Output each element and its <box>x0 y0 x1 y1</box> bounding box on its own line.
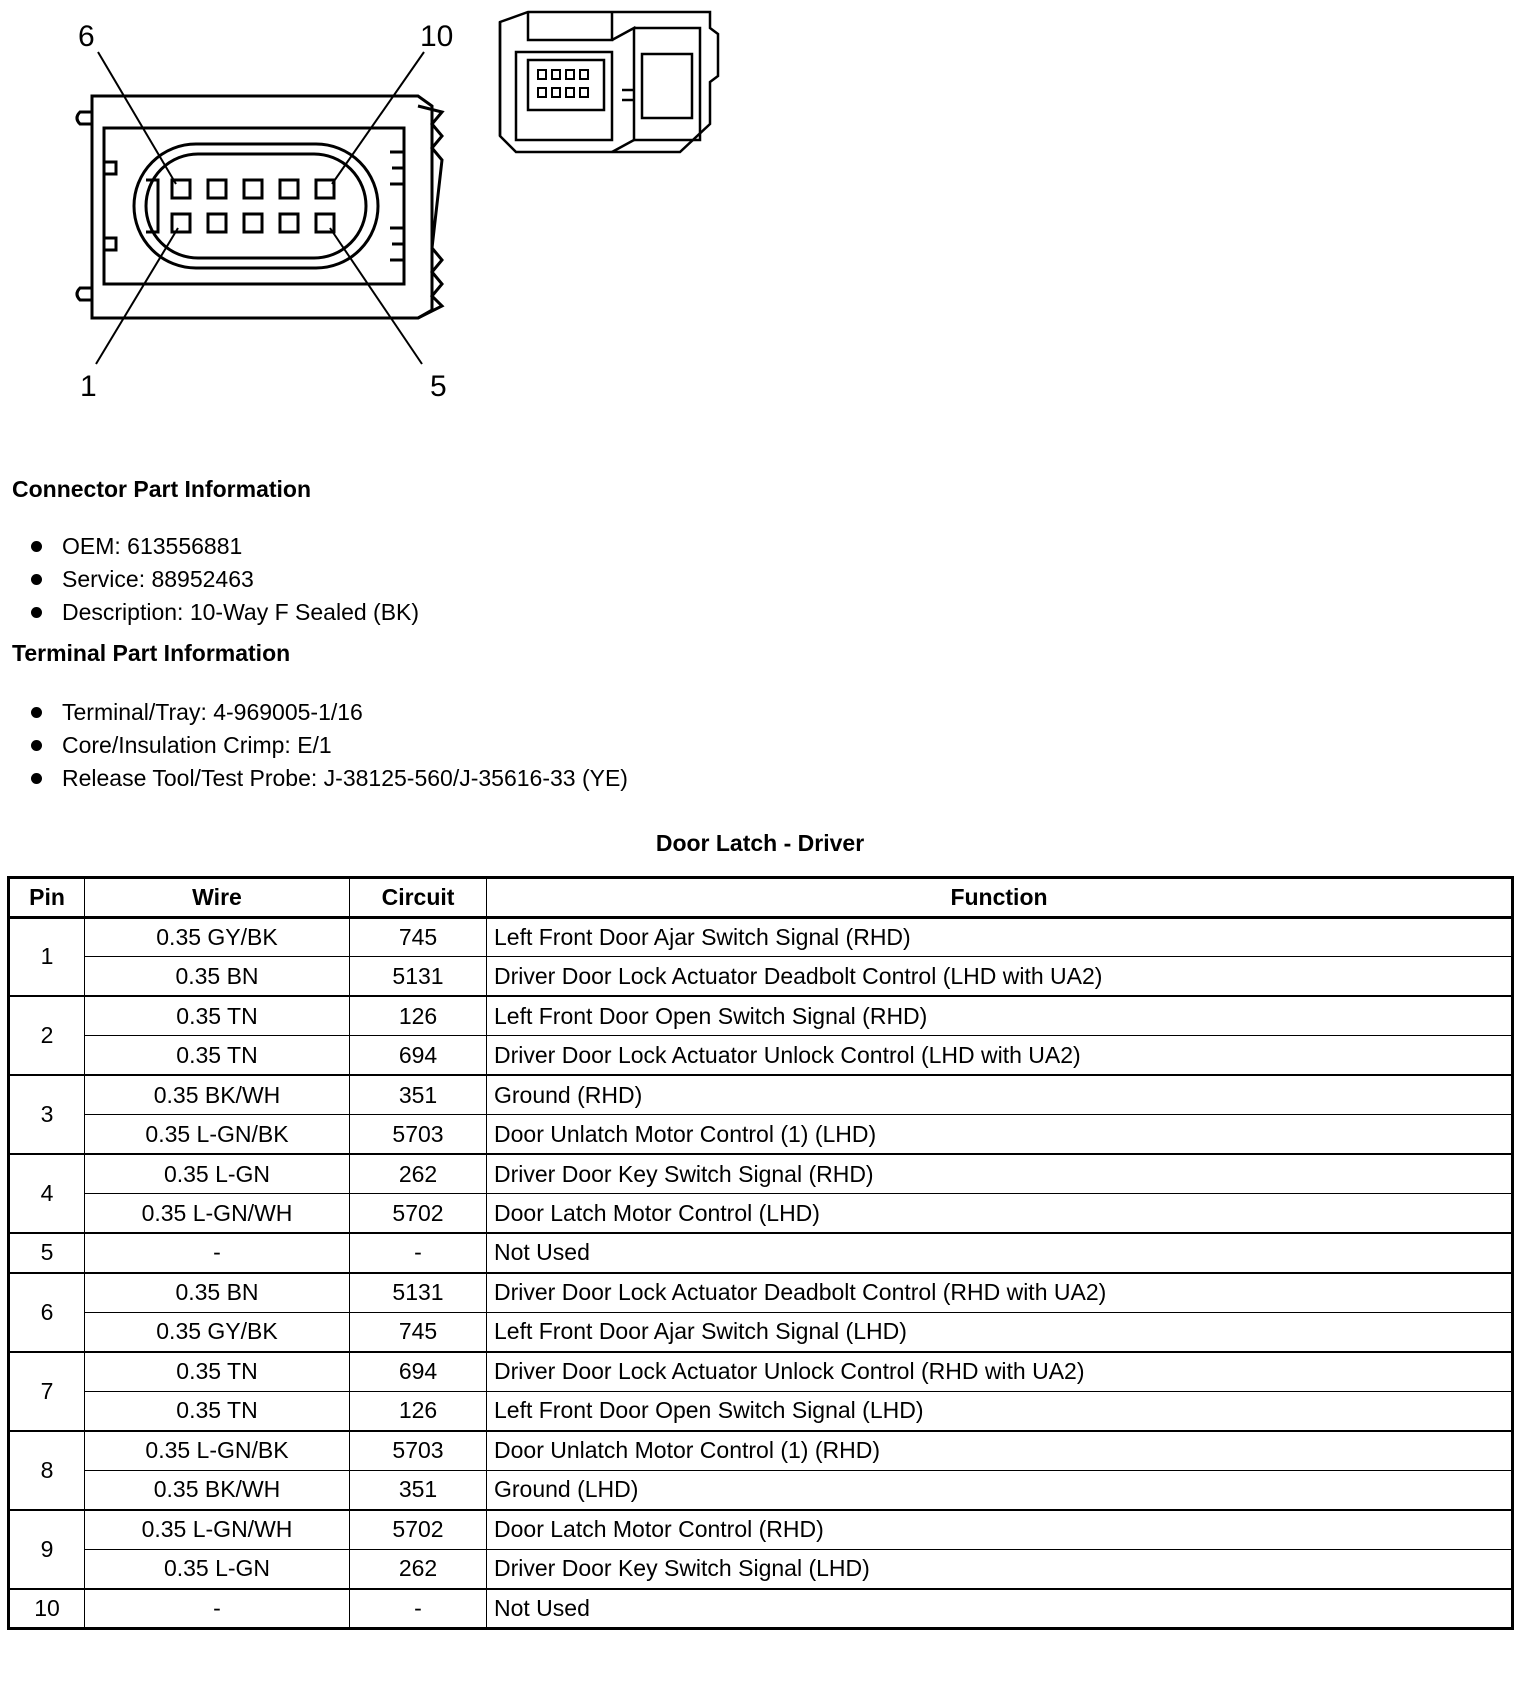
wire-cell: 0.35 L-GN <box>85 1549 350 1589</box>
table-row <box>9 1589 1513 1629</box>
pin-cavity <box>208 180 226 198</box>
table-row <box>9 1352 1513 1392</box>
circuit-cell: 5702 <box>350 1510 487 1550</box>
connector-3d-illustration <box>500 12 718 152</box>
pin-cavity <box>172 214 190 232</box>
connector-part-info-list <box>28 530 419 629</box>
pin-cavity <box>280 214 298 232</box>
function-cell: Not Used <box>487 1589 1513 1629</box>
circuit-cell: 694 <box>350 1352 487 1392</box>
wire-cell: 0.35 TN <box>85 1036 350 1076</box>
wire-cell: 0.35 TN <box>85 1391 350 1431</box>
wire-cell: - <box>85 1589 350 1629</box>
list-item: Terminal/Tray: 4-969005-1/16 <box>28 696 628 729</box>
callout-pin-6: 6 <box>78 20 95 53</box>
wire-cell: 0.35 BN <box>85 1273 350 1313</box>
function-cell: Driver Door Lock Actuator Deadbolt Control (LHD with UA2) <box>487 957 1513 997</box>
table-row <box>9 1233 1513 1273</box>
pin-cavity <box>280 180 298 198</box>
pin-cell: 2 <box>9 996 85 1075</box>
terminal-part-info-list <box>28 696 628 795</box>
wire-cell: 0.35 L-GN/WH <box>85 1194 350 1234</box>
table-row <box>9 1115 1513 1155</box>
function-cell: Left Front Door Open Switch Signal (LHD) <box>487 1391 1513 1431</box>
wire-cell: 0.35 GY/BK <box>85 917 350 957</box>
table-body <box>9 917 1513 1628</box>
pin-cell: 6 <box>9 1273 85 1352</box>
wire-cell: 0.35 BN <box>85 957 350 997</box>
table-row <box>9 917 1513 957</box>
bullet-icon <box>31 740 42 751</box>
function-cell: Left Front Door Open Switch Signal (RHD) <box>487 996 1513 1036</box>
circuit-cell: 745 <box>350 917 487 957</box>
wire-cell: 0.35 BK/WH <box>85 1470 350 1510</box>
column-header-wire: Wire <box>85 878 350 918</box>
circuit-cell: 5703 <box>350 1431 487 1471</box>
list-item: Core/Insulation Crimp: E/1 <box>28 729 628 762</box>
left-tab-bottom <box>77 288 92 300</box>
bullet-icon <box>31 541 42 552</box>
pin-cavity <box>244 214 262 232</box>
bullet-icon <box>31 707 42 718</box>
circuit-cell: 351 <box>350 1470 487 1510</box>
circuit-cell: - <box>350 1233 487 1273</box>
circuit-cell: 745 <box>350 1312 487 1352</box>
table-row <box>9 1431 1513 1471</box>
circuit-cell: 126 <box>350 996 487 1036</box>
left-tab-top <box>77 112 92 124</box>
table-row <box>9 1154 1513 1194</box>
pin-cavity <box>244 180 262 198</box>
leader-line <box>96 228 178 364</box>
wire-cell: 0.35 L-GN/BK <box>85 1431 350 1471</box>
function-cell: Door Unlatch Motor Control (1) (RHD) <box>487 1431 1513 1471</box>
bullet-icon <box>31 607 42 618</box>
pin-cell: 5 <box>9 1233 85 1273</box>
circuit-cell: 5131 <box>350 1273 487 1313</box>
connector-inner-frame <box>104 128 404 284</box>
pin-cavity <box>208 214 226 232</box>
wire-cell: 0.35 BK/WH <box>85 1075 350 1115</box>
function-cell: Door Latch Motor Control (LHD) <box>487 1194 1513 1234</box>
pin-cell: 1 <box>9 917 85 996</box>
column-header-circuit: Circuit <box>350 878 487 918</box>
wire-cell: 0.35 TN <box>85 996 350 1036</box>
wire-cell: 0.35 L-GN/BK <box>85 1115 350 1155</box>
circuit-cell: 262 <box>350 1154 487 1194</box>
function-cell: Driver Door Lock Actuator Unlock Control (RHD with UA2) <box>487 1352 1513 1392</box>
leader-line <box>98 52 176 184</box>
function-cell: Not Used <box>487 1233 1513 1273</box>
pinout-table <box>7 876 1514 1630</box>
bullet-icon <box>31 574 42 585</box>
table-row <box>9 1549 1513 1589</box>
function-cell: Left Front Door Ajar Switch Signal (LHD) <box>487 1312 1513 1352</box>
pin-cell: 9 <box>9 1510 85 1589</box>
circuit-cell: 694 <box>350 1036 487 1076</box>
callout-pin-10: 10 <box>420 20 454 53</box>
circuit-cell: 5131 <box>350 957 487 997</box>
connector-diagram <box>0 0 760 420</box>
table-row <box>9 1194 1513 1234</box>
table-row <box>9 1075 1513 1115</box>
bullet-icon <box>31 773 42 784</box>
table-row <box>9 996 1513 1036</box>
list-item: Release Tool/Test Probe: J-38125-560/J-35616-33 (YE) <box>28 762 628 795</box>
callout-pin-1: 1 <box>80 370 97 403</box>
wire-cell: - <box>85 1233 350 1273</box>
terminal-part-info-heading: Terminal Part Information <box>12 640 291 666</box>
wire-cell: 0.35 L-GN <box>85 1154 350 1194</box>
leader-line <box>332 52 424 184</box>
function-cell: Door Latch Motor Control (RHD) <box>487 1510 1513 1550</box>
table-row <box>9 1391 1513 1431</box>
connector-part-info-heading: Connector Part Information <box>12 476 312 502</box>
function-cell: Ground (LHD) <box>487 1470 1513 1510</box>
table-row <box>9 1470 1513 1510</box>
table-header-row <box>9 878 1513 918</box>
function-cell: Driver Door Lock Actuator Unlock Control (LHD with UA2) <box>487 1036 1513 1076</box>
pin-cell: 4 <box>9 1154 85 1233</box>
table-row <box>9 1273 1513 1313</box>
function-cell: Left Front Door Ajar Switch Signal (RHD) <box>487 917 1513 957</box>
column-header-pin: Pin <box>9 878 85 918</box>
circuit-cell: 5703 <box>350 1115 487 1155</box>
pin-cavity <box>316 180 334 198</box>
table-title: Door Latch - Driver <box>655 830 865 856</box>
wire-cell: 0.35 L-GN/WH <box>85 1510 350 1550</box>
column-header-function: Function <box>487 878 1513 918</box>
latch-ridges <box>418 106 442 318</box>
wire-cell: 0.35 GY/BK <box>85 1312 350 1352</box>
pin-cell: 7 <box>9 1352 85 1431</box>
circuit-cell: 126 <box>350 1391 487 1431</box>
function-cell: Ground (RHD) <box>487 1075 1513 1115</box>
circuit-cell: 262 <box>350 1549 487 1589</box>
function-cell: Door Unlatch Motor Control (1) (LHD) <box>487 1115 1513 1155</box>
pin-cell: 3 <box>9 1075 85 1154</box>
function-cell: Driver Door Key Switch Signal (RHD) <box>487 1154 1513 1194</box>
callout-pin-5: 5 <box>430 370 447 403</box>
table-row <box>9 1036 1513 1076</box>
circuit-cell: 5702 <box>350 1194 487 1234</box>
table-row <box>9 1510 1513 1550</box>
circuit-cell: - <box>350 1589 487 1629</box>
list-item: OEM: 613556881 <box>28 530 419 563</box>
function-cell: Driver Door Lock Actuator Deadbolt Control (RHD with UA2) <box>487 1273 1513 1313</box>
table-row <box>9 957 1513 997</box>
table-row <box>9 1312 1513 1352</box>
pin-cell: 10 <box>9 1589 85 1629</box>
pin-cell: 8 <box>9 1431 85 1510</box>
wire-cell: 0.35 TN <box>85 1352 350 1392</box>
circuit-cell: 351 <box>350 1075 487 1115</box>
list-item: Service: 88952463 <box>28 563 419 596</box>
list-item: Description: 10-Way F Sealed (BK) <box>28 596 419 629</box>
function-cell: Driver Door Key Switch Signal (LHD) <box>487 1549 1513 1589</box>
leader-line <box>330 228 422 364</box>
